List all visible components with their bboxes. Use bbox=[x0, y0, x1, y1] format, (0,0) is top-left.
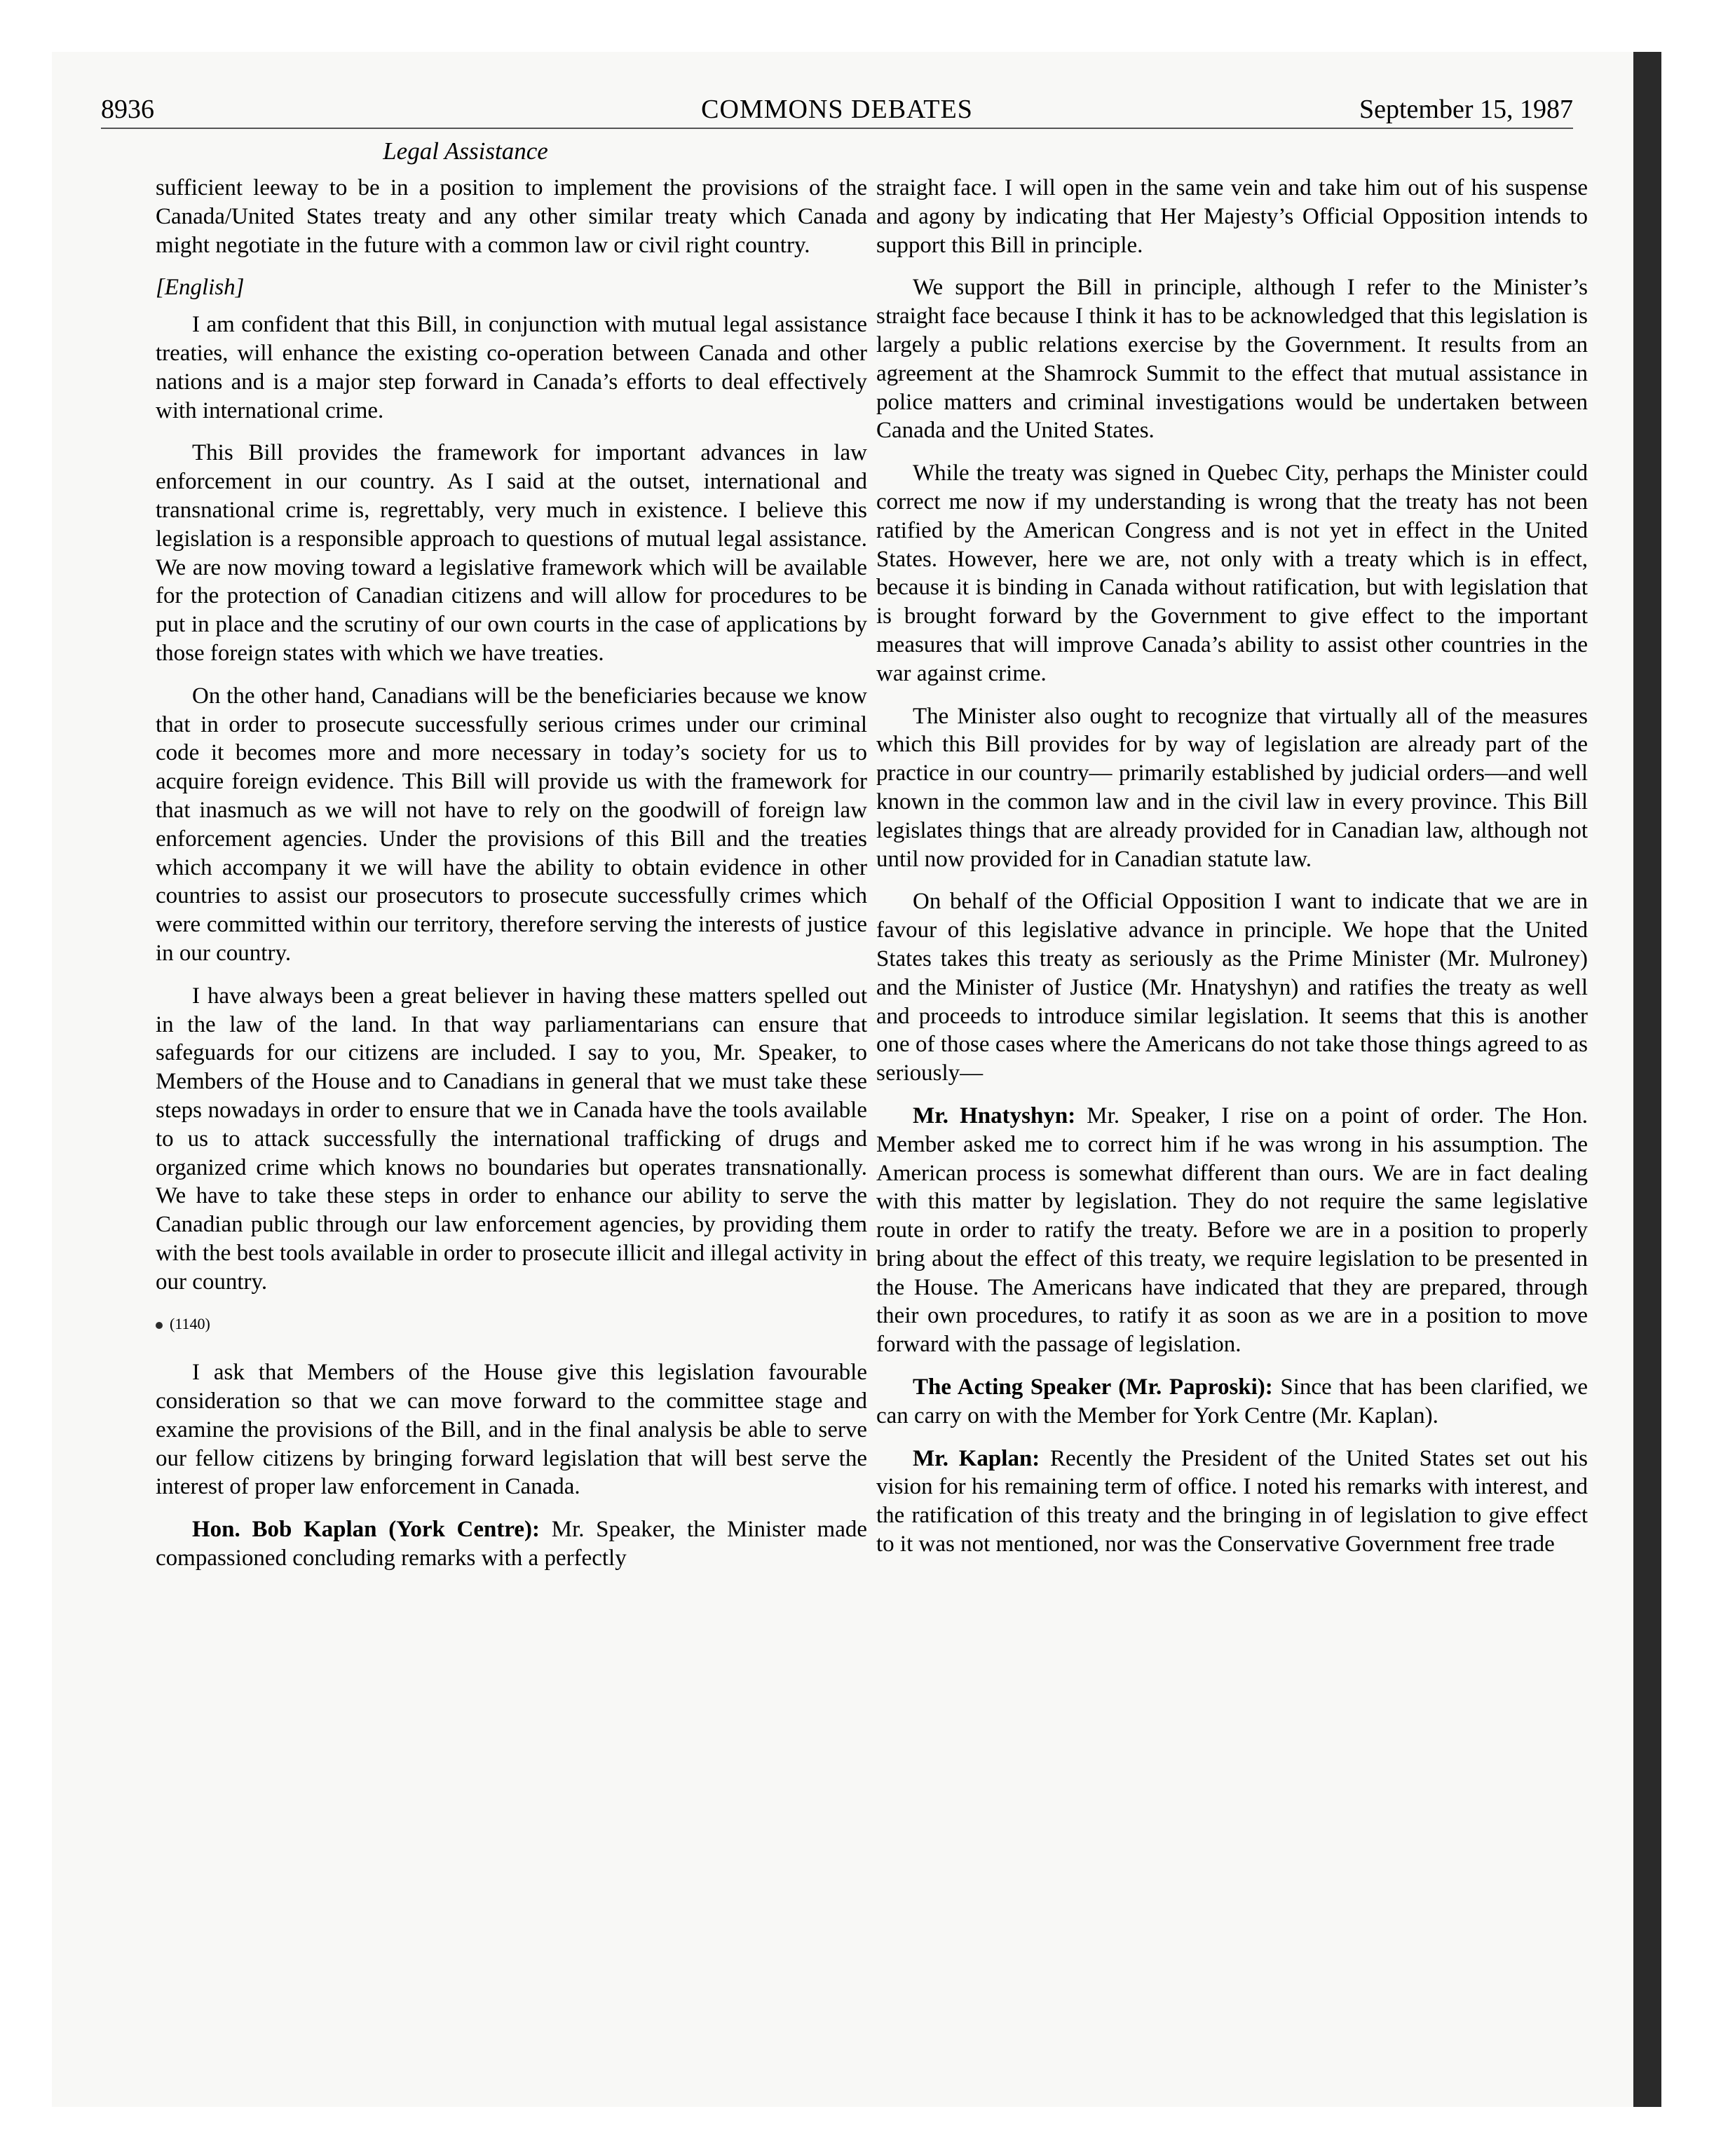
speech-text: Mr. Speaker, I rise on a point of order. The Hon. Member asked me to correct him if he was wrong in his assumption. The American process is somewhat different than ours. We are in fact dealing with this matter by legislation. They do not require the same legislative route in order to ratify the treaty. Before we are in a position to properly bring about the effect of this treaty, we require legislation to be presented in the House. The Americans have indicated that they are prepared, through their own procedures, to ratify it as soon as we are in a position to move forward with the passage of legislation. bbox=[876, 1103, 1588, 1358]
time-label: (1140) bbox=[170, 1315, 210, 1333]
speech-paragraph bbox=[876, 1445, 1588, 1559]
bullet-icon bbox=[156, 1322, 163, 1329]
speaker-name: Hon. Bob Kaplan (York Centre): bbox=[192, 1517, 540, 1543]
paragraph: I have always been a great believer in having these matters spelled out in the law of the land. In that way parliamentarians can ensure that safeguards for our citizens are included. I say to you, Mr. Speaker, to Members of the House and to Canadians in general that we must take these steps nowadays in order to ensure that we in Canada have the tools available to us to attack successfully the international trafficking of drugs and organized crime which knows no boundaries but operates transnationally. We have to take these steps in order to enhance our ability to serve the Canadian public through our law enforcement agencies, by providing them with the best tools available in order to prosecute illicit and illegal activity in our country. bbox=[156, 983, 867, 1295]
language-marker: [English] bbox=[156, 275, 245, 301]
paragraph: I ask that Members of the House give this legislation favourable consideration so that we can move forward to the committee stage and examine the provisions of the Bill, and in the final analysis be able to serve our fellow citizens by bringing forward legislation that will best serve the interest of proper law enforcement in Canada. bbox=[156, 1360, 867, 1500]
speech-paragraph bbox=[156, 1515, 867, 1573]
paragraph: This Bill provides the framework for important advances in law enforcement in our country. As I said at the outset, international and transnational crime is, regrettably, very much in existence. I believe this legislation is a responsible approach to questions of mutual legal assistance. We are now moving toward a legislative framework which will be available for the protection of Canadian citizens and will allow for procedures to be put in place and the scrutiny of our own courts in the case of applications by those foreign states with which we have treaties. bbox=[156, 440, 867, 666]
paragraph: The Minister also ought to recognize that virtually all of the measures which this Bill provides for by way of legislation are already part of the practice in our country— primarily established by judicial orders—and well known in the common law and in the civil law in every province. This Bill legislates things that are already provided for in Canadian law, although not until now provided for in Canadian statute law. bbox=[876, 703, 1588, 872]
speech-text: Mr. Speaker, the Minister made compassioned concluding remarks with a perfectly bbox=[156, 1517, 868, 1571]
section-title: Legal Assistance bbox=[383, 137, 548, 165]
paragraph: straight face. I will open in the same vein and take him out of his suspense and agony by indicating that Her Majesty’s Official Opposition intends to support this Bill in principle. bbox=[876, 175, 1588, 258]
paragraph: While the treaty was signed in Quebec City, perhaps the Minister could correct me now if my understanding is wrong that the treaty has not been ratified by the American Congress and is not yet in effect in the United States. However, here we are, not only with a treaty which is in effect, because it is binding in Canada without ratification, but with legislation that is brought forward by the Government to give effect to the important measures that will improve Canada’s ability to assist other countries in the war against crime. bbox=[876, 460, 1588, 686]
speaker-name: Mr. Hnatyshyn: bbox=[913, 1103, 1076, 1128]
paragraph: I am confident that this Bill, in conjunction with mutual legal assistance treaties, will enhance the existing co-operation between Canada and other nations and is a major step forward in Canada’s efforts to deal effectively with international crime. bbox=[156, 312, 867, 423]
speaker-name: The Acting Speaker (Mr. Paproski): bbox=[913, 1374, 1273, 1400]
publication-title: COMMONS DEBATES bbox=[701, 95, 973, 124]
paragraph: sufficient leeway to be in a position to implement the provisions of the Canada/United States treaty and any other similar treaty which Canada might negotiate in the future with a common law or civil right country. bbox=[156, 175, 867, 258]
speech-text: Since that has been clarified, we can carry on with the Member for York Centre (Mr. Kaplan). bbox=[876, 1374, 1588, 1428]
speech-paragraph bbox=[876, 1373, 1588, 1431]
speech-paragraph bbox=[876, 1102, 1588, 1359]
speaker-name: Mr. Kaplan: bbox=[913, 1445, 1040, 1471]
paragraph: On behalf of the Official Opposition I want to indicate that we are in favour of this legislative advance in principle. We hope that the United States takes this treaty as seriously as the Prime Minister (Mr. Mulroney) and the Minister of Justice (Mr. Hnatyshyn) and ratifies the treaty as well and proceeds to introduce similar legislation. It seems that this is another one of those cases where the Americans do not take those things agreed to as seriously— bbox=[876, 889, 1588, 1086]
paragraph: We support the Bill in principle, although I refer to the Minister’s straight face because I think it has to be acknowledged that this legislation is largely a public relations exercise by the Government. It results from an agreement at the Shamrock Summit to the effect that mutual assistance in police matters and criminal investigations would be undertaken between Canada and the United States. bbox=[876, 275, 1588, 444]
speech-text: Recently the President of the United States set out his vision for his remaining term of office. I noted his remarks with interest, and the ratification of this treaty and the bringing in of legislation to give effect to it was not mentioned, nor was the Conservative Government free trade bbox=[876, 1445, 1588, 1557]
scan-edge bbox=[1633, 52, 1661, 2107]
paragraph: On the other hand, Canadians will be the beneficiaries because we know that in order to prosecute successfully serious crimes under our criminal code it becomes more and more necessary in today’s society for us to acquire foreign evidence. This Bill will provide us with the framework for that inasmuch as we will not have to rely on the goodwill of foreign law enforcement agencies. Under the provisions of this Bill and the treaties which accompany it we will have the ability to obtain evidence in other countries to assist our prosecutors to prosecute successfully crimes which were committed within our territory, therefore serving the interests of justice in our country. bbox=[156, 683, 867, 966]
time-marker bbox=[156, 1310, 867, 1339]
publication-date: September 15, 1987 bbox=[1359, 95, 1573, 124]
left-column bbox=[156, 174, 867, 1587]
page-number: 8936 bbox=[101, 95, 154, 124]
running-header bbox=[101, 91, 1573, 129]
right-column bbox=[876, 174, 1588, 1573]
